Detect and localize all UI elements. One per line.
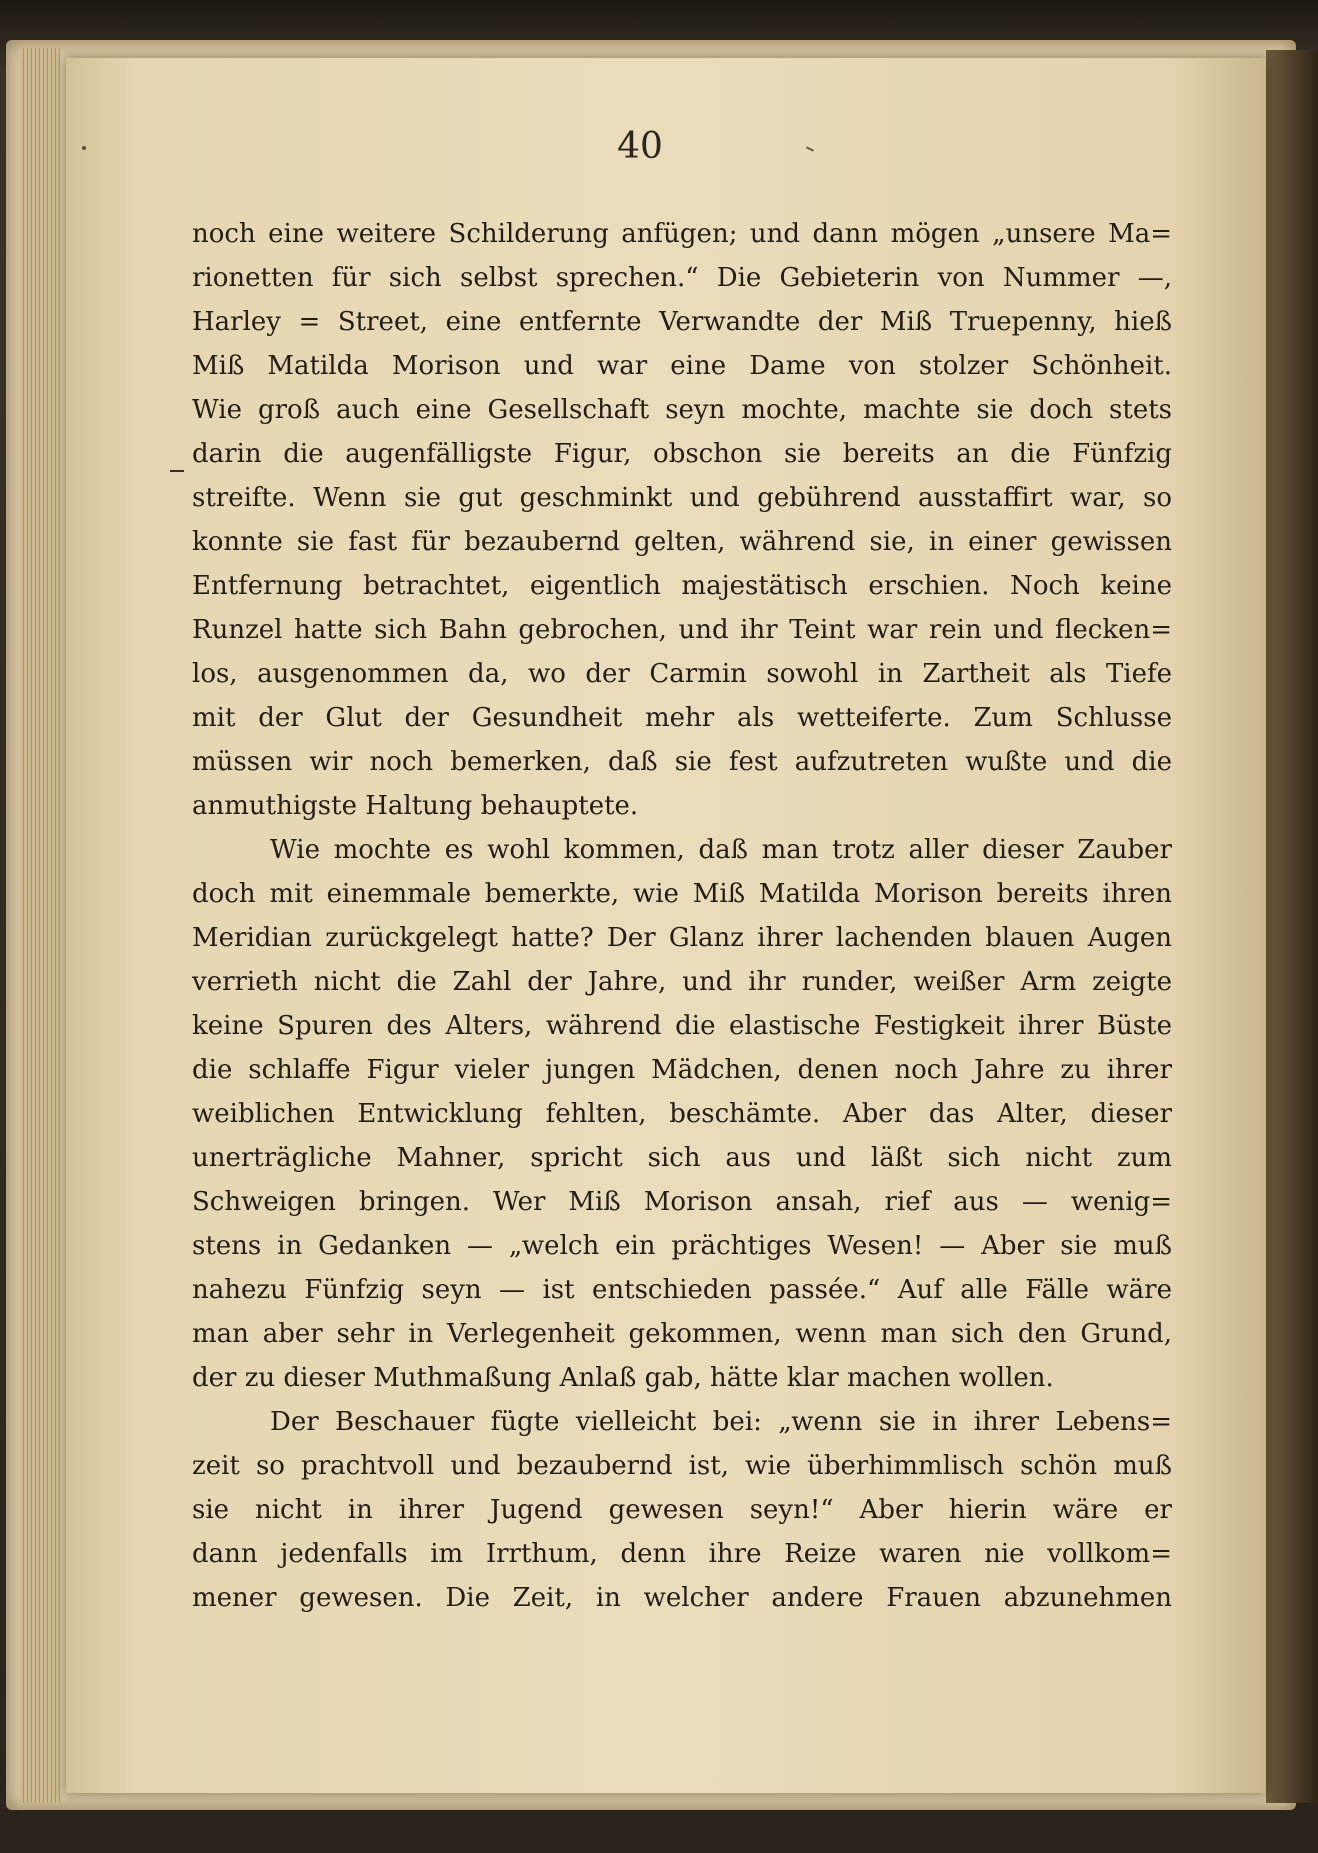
text-line: Meridian zurückgelegt hatte? Der Glanz ihrer lachenden blauen Augen [192,923,1172,953]
text-line: stens in Gedanken — „welch ein prächtiges Wesen! — Aber sie muß [192,1231,1172,1261]
text-line: mit der Glut der Gesundheit mehr als wetteiferte. Zum Schlusse [192,703,1172,733]
text-line: unerträgliche Mahner, spricht sich aus und läßt sich nicht zum [192,1143,1172,1173]
text-line: streifte. Wenn sie gut geschminkt und gebührend ausstaffirt war, so [192,483,1172,513]
text-line: Wie groß auch eine Gesellschaft seyn mochte, machte sie doch stets [192,395,1172,425]
text-line: die schlaffe Figur vieler jungen Mädchen, denen noch Jahre zu ihrer [192,1055,1172,1085]
margin-mark [170,470,184,472]
text-line: verrieth nicht die Zahl der Jahre, und ihr runder, weißer Arm zeigte [192,967,1172,997]
text-line: zeit so prachtvoll und bezaubernd ist, wie überhimmlisch schön muß [192,1451,1172,1481]
text-line: nahezu Fünfzig seyn — ist entschieden passée.“ Auf alle Fälle wäre [192,1275,1172,1305]
text-line: weiblichen Entwicklung fehlten, beschämte. Aber das Alter, dieser [192,1099,1172,1129]
text-line: man aber sehr in Verlegenheit gekommen, wenn man sich den Grund, [192,1319,1172,1349]
text-line: Wie mochte es wohl kommen, daß man trotz aller dieser Zauber [270,835,1172,865]
text-line: Der Beschauer fügte vielleicht bei: „wenn sie in ihrer Lebens= [270,1407,1172,1437]
text-line: Harley = Street, eine entfernte Verwandte der Miß Truepenny, hieß [192,307,1172,337]
body-text [192,212,1172,1620]
text-line: konnte sie fast für bezaubernd gelten, während sie, in einer gewissen [192,527,1172,557]
text-line: dann jedenfalls im Irrthum, denn ihre Reize waren nie vollkom= [192,1539,1172,1569]
text-line: Entfernung betrachtet, eigentlich majestätisch erschien. Noch keine [192,571,1172,601]
text-line: der zu dieser Muthmaßung Anlaß gab, hätte klar machen wollen. [192,1363,1054,1393]
text-line: los, ausgenommen da, wo der Carmin sowohl in Zartheit als Tiefe [192,659,1172,689]
text-line: mener gewesen. Die Zeit, in welcher andere Frauen abzunehmen [192,1583,1172,1613]
text-line: Schweigen bringen. Wer Miß Morison ansah, rief aus — wenig= [192,1187,1172,1217]
text-line: darin die augenfälligste Figur, obschon sie bereits an die Fünfzig [192,439,1172,469]
text-line: doch mit einemmale bemerkte, wie Miß Matilda Morison bereits ihren [192,879,1172,909]
text-line: anmuthigste Haltung behauptete. [192,791,639,821]
page-number: 40 [617,126,663,167]
text-line: rionetten für sich selbst sprechen.“ Die Gebieterin von Nummer —, [192,263,1172,293]
text-line: Miß Matilda Morison und war eine Dame von stolzer Schönheit. [192,351,1172,381]
text-line: müssen wir noch bemerken, daß sie fest aufzutreten wußte und die [192,747,1172,777]
text-line: noch eine weitere Schilderung anfügen; und dann mögen „unsere Ma= [192,219,1172,249]
page-blemish [82,146,86,150]
book-gutter [1266,50,1318,1803]
text-line: Runzel hatte sich Bahn gebrochen, und ihr Teint war rein und flecken= [192,615,1172,645]
text-line: sie nicht in ihrer Jugend gewesen seyn!“ Aber hierin wäre er [192,1495,1172,1525]
text-line: keine Spuren des Alters, während die elastische Festigkeit ihrer Büste [192,1011,1172,1041]
page-stack-edge [20,48,60,1803]
